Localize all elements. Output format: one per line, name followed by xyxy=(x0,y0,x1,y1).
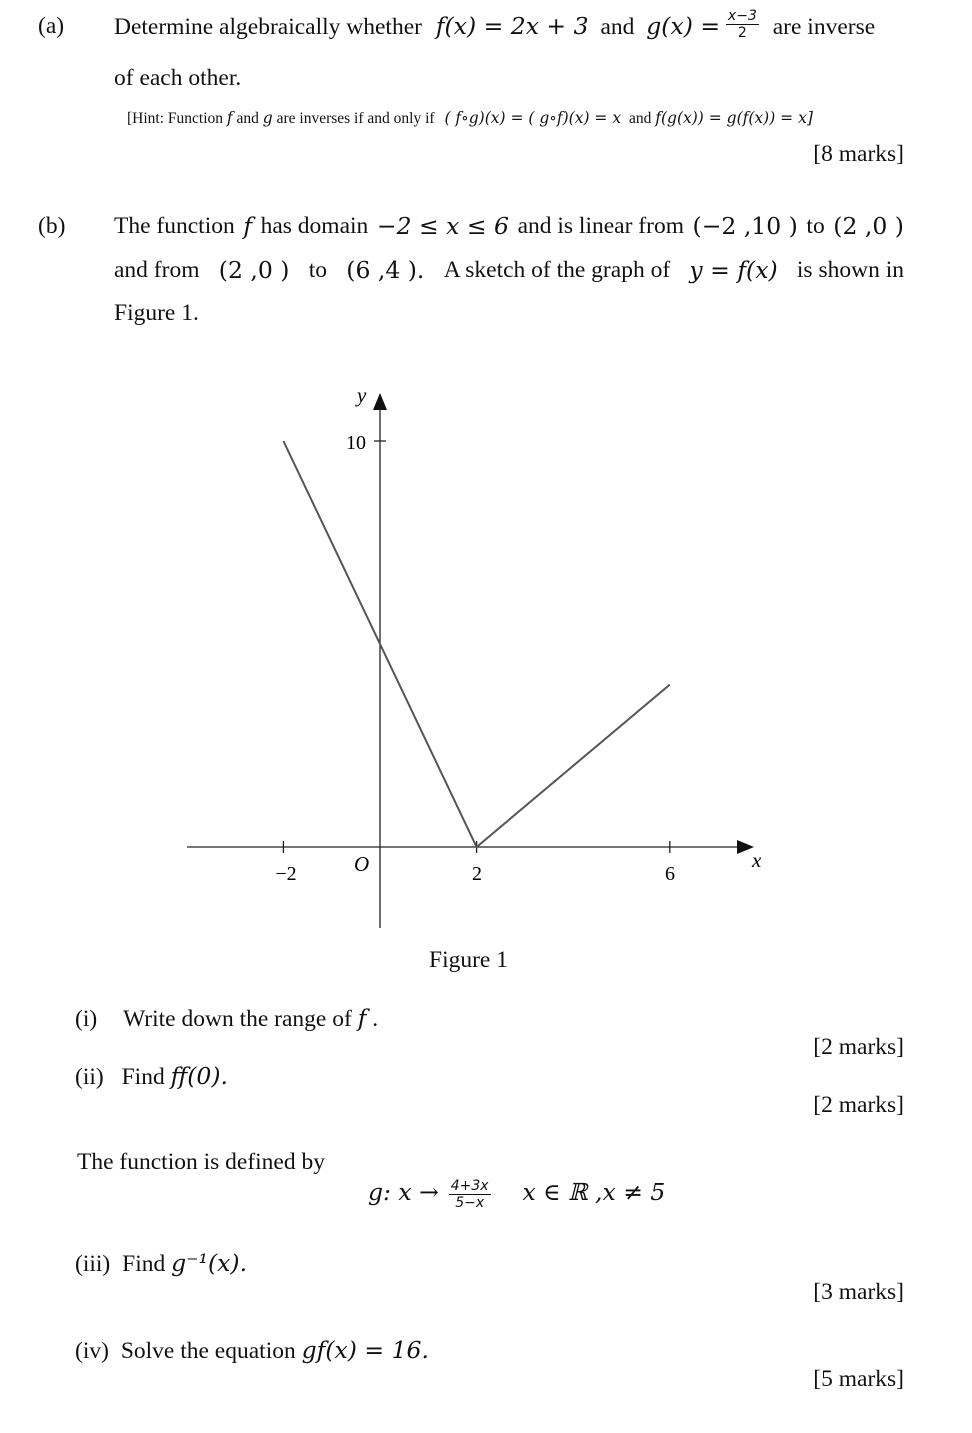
y-axis-label: y xyxy=(357,383,367,407)
question-ii-marks: [2 marks] xyxy=(813,1092,904,1118)
x-tick-label-neg2: −2 xyxy=(275,863,297,885)
question-iii-marks: [3 marks] xyxy=(813,1279,904,1305)
hint-composition2: f(g(x)) = g(f(x)) = x] xyxy=(655,109,813,127)
g-mapping-lhs: g: x → xyxy=(368,1178,439,1206)
part-b-l1-b: has domain xyxy=(260,213,369,239)
x-tick-label-2: 2 xyxy=(472,863,482,885)
function-f-line xyxy=(283,441,669,847)
question-ii xyxy=(75,1062,228,1091)
question-i-marks: [2 marks] xyxy=(813,1034,904,1060)
x-tick-label-6: 6 xyxy=(665,863,675,885)
ticks xyxy=(283,441,669,853)
part-b-l2-to: to xyxy=(308,257,327,283)
hint-open: [Hint: Function xyxy=(127,110,224,127)
part-a-label: (a) xyxy=(38,13,65,39)
are-inverse: are inverse xyxy=(772,14,876,40)
part-a-marks: [8 marks] xyxy=(813,141,904,167)
hint-g: g xyxy=(262,109,273,127)
axes xyxy=(187,393,754,928)
question-i-var: f xyxy=(357,1004,367,1032)
question-ii-label: (ii) xyxy=(75,1064,104,1090)
origin-label: O xyxy=(354,852,370,876)
part-b-l2-c: is shown in xyxy=(796,257,904,283)
g-numerator: x−3 xyxy=(727,8,757,25)
g-definition-lhs: g(x) = xyxy=(646,12,721,40)
part-b-line3: Figure 1. xyxy=(114,300,199,326)
part-a-line2: of each other. xyxy=(114,65,242,91)
part-b-l1-f: f xyxy=(243,212,253,240)
question-iv-marks: [5 marks] xyxy=(813,1366,904,1392)
question-iv-text: Solve the equation xyxy=(120,1338,296,1364)
defined-by: The function is defined by xyxy=(77,1149,325,1175)
point-b: (2 ,0 ) xyxy=(833,212,904,240)
x-axis-label: x xyxy=(752,848,762,872)
g-mapping-numerator: 4+3x xyxy=(450,1178,489,1195)
question-ii-expr: ff(0). xyxy=(170,1062,228,1090)
part-b-l2-a: and from xyxy=(114,257,200,283)
question-iii xyxy=(75,1249,247,1278)
and-word: and xyxy=(600,14,635,40)
question-iv-label: (iv) xyxy=(75,1338,109,1364)
question-iii-text: Find xyxy=(122,1251,166,1277)
g-denominator: 2 xyxy=(737,25,747,42)
y-tick-label-10: 10 xyxy=(346,432,366,454)
y-axis-arrow xyxy=(373,393,387,410)
question-iii-expr: g⁻¹(x). xyxy=(171,1249,248,1277)
question-iii-label: (iii) xyxy=(75,1251,111,1277)
hint-mid: are inverses if and only if xyxy=(276,110,435,127)
question-ii-text: Find xyxy=(121,1064,165,1090)
part-a-lead: Determine algebraically whether xyxy=(114,14,422,40)
hint-f: f xyxy=(226,109,233,127)
part-b-l1-c: and is linear from xyxy=(517,213,684,239)
f-definition: f(x) = 2x + 3 xyxy=(435,12,589,40)
question-i-end: . xyxy=(372,1006,379,1032)
domain-inequality: −2 ≤ x ≤ 6 xyxy=(376,212,509,240)
point-b-2: (2 ,0 ) xyxy=(218,256,290,284)
question-iv-expr: gf(x) = 16. xyxy=(301,1336,429,1364)
hint-and: and xyxy=(236,110,259,127)
figure-caption: Figure 1 xyxy=(429,947,508,973)
g-mapping-fraction xyxy=(449,1178,491,1211)
g-mapping xyxy=(368,1178,665,1211)
point-c: (6 ,4 ). xyxy=(346,256,425,284)
part-b-l1-a: The function xyxy=(114,213,235,239)
g-mapping-domain: x ∈ ℝ ,x ≠ 5 xyxy=(522,1178,666,1206)
part-b-l1-to: to xyxy=(806,213,825,239)
g-mapping-denominator: 5−x xyxy=(455,1195,485,1212)
part-b-l2-b: A sketch of the graph of xyxy=(443,257,671,283)
axis-labels xyxy=(275,383,762,885)
question-iv xyxy=(75,1336,429,1365)
hint-composition: ( f∘g)(x) = ( g∘f)(x) = x xyxy=(444,109,622,127)
hint-and2: and xyxy=(628,110,652,127)
question-i-label: (i) xyxy=(75,1006,98,1032)
question-i xyxy=(75,1004,378,1033)
part-b-label: (b) xyxy=(38,213,66,239)
graph-equation: y = f(x) xyxy=(689,256,778,284)
point-a: (−2 ,10 ) xyxy=(692,212,798,240)
question-i-text: Write down the range of xyxy=(123,1006,352,1032)
